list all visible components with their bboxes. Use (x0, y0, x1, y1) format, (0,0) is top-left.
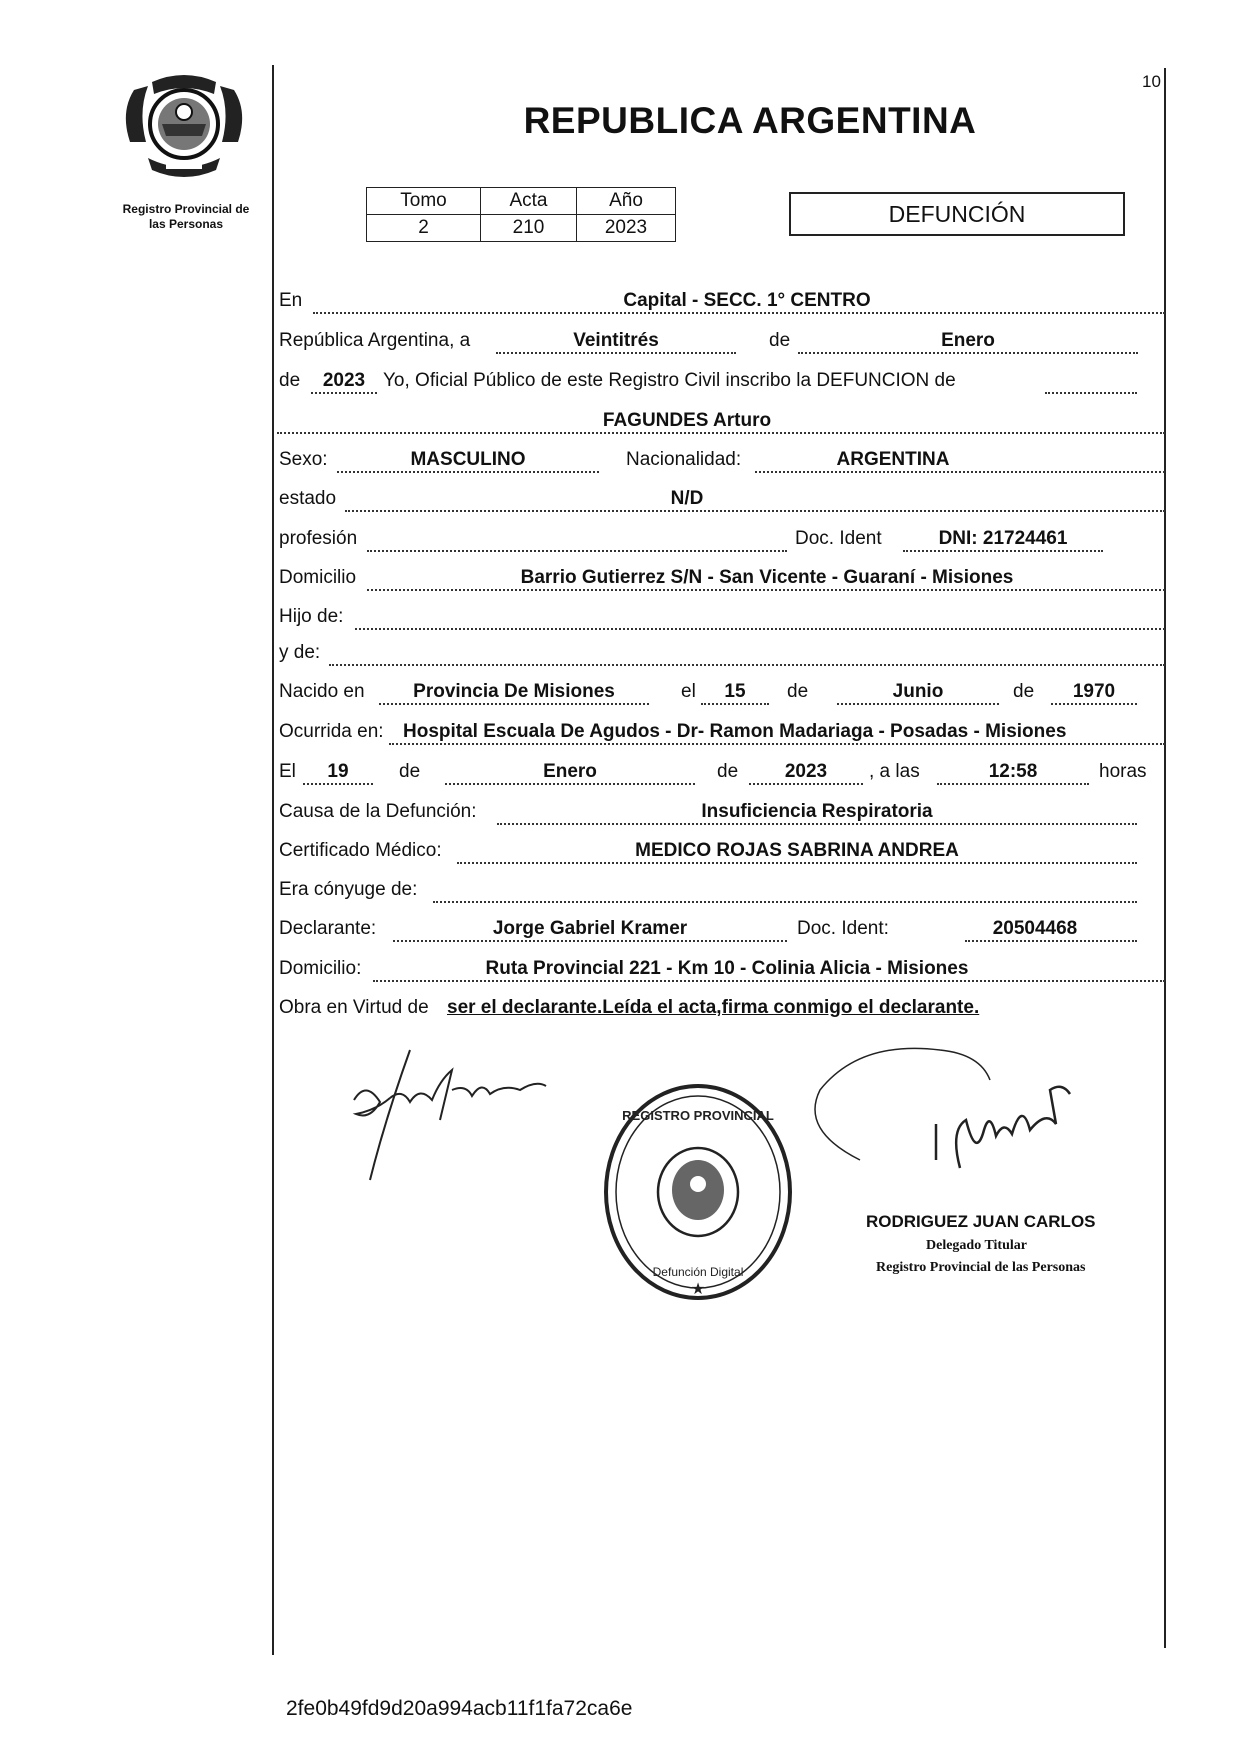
dotted-line (445, 783, 695, 785)
row-nombre (277, 402, 1167, 438)
nacido-value: Provincia De Misiones (413, 681, 615, 702)
dotted-line (393, 940, 787, 942)
officer-title: Delegado Titular (926, 1238, 1027, 1253)
anio-value: 2023 (577, 215, 676, 242)
row-domicilio (277, 559, 1167, 595)
inscribo-text: Yo, Oficial Público de este Registro Civil inscribo la DEFUNCION de (383, 370, 956, 391)
dotted-line (373, 980, 1165, 982)
dotted-line (755, 471, 1165, 473)
acta-value: 210 (481, 215, 577, 242)
sexo-value: MASCULINO (410, 449, 526, 470)
registry-label-line1: Registro Provincial de (122, 202, 250, 216)
horas-label: horas (1099, 761, 1147, 782)
row-decl-domicilio (277, 950, 1167, 986)
month-text: Enero (941, 330, 995, 351)
page-title: REPUBLICA ARGENTINA (523, 100, 977, 141)
row-causa (277, 793, 1167, 829)
de-label: de (717, 761, 739, 782)
acta-reference-table (366, 187, 676, 242)
deceased-name: FAGUNDES Arturo (602, 410, 772, 431)
dotted-line (798, 352, 1138, 354)
dotted-line (329, 664, 1165, 666)
row-conyuge (277, 871, 1167, 907)
registry-label-line2: las Personas (148, 217, 224, 231)
causa-label: Causa de la Defunción: (279, 801, 477, 822)
dotted-line (367, 589, 1165, 591)
dotted-line (1051, 703, 1137, 705)
dotted-line (389, 743, 1165, 745)
acta-header: Acta (481, 188, 577, 215)
obra-text: ser el declarante.Leída el acta,firma conmigo el declarante. (447, 997, 980, 1018)
dotted-line (701, 703, 769, 705)
svg-text:REGISTRO PROVINCIAL: REGISTRO PROVINCIAL (622, 1108, 774, 1123)
nacionalidad-label: Nacionalidad: (626, 449, 742, 470)
row-certificado (277, 832, 1167, 868)
alas-label: , a las (869, 761, 920, 782)
decl-doc-value: 20504468 (992, 918, 1078, 939)
de-label: de (399, 761, 421, 782)
anio-header: Año (577, 188, 676, 215)
officer-registry: Registro Provincial de las Personas (876, 1260, 1086, 1275)
dotted-line (277, 432, 1165, 434)
causa-value: Insuficiencia Respiratoria (701, 801, 933, 822)
registry-seal-stamp (598, 1080, 798, 1310)
nacionalidad-value: ARGENTINA (836, 449, 950, 470)
day-text: Veintitrés (573, 330, 659, 351)
dotted-line (345, 510, 1165, 512)
sexo-label: Sexo: (279, 449, 328, 470)
row-nacimiento (277, 673, 1167, 709)
row-sexo (277, 441, 1167, 477)
left-margin-rule (272, 65, 274, 1655)
year-value: 2023 (322, 370, 366, 391)
death-year: 2023 (784, 761, 828, 782)
birth-year: 1970 (1072, 681, 1116, 702)
dotted-line (965, 940, 1137, 942)
row-fecha-inscripcion (277, 322, 1167, 358)
profesion-label: profesión (279, 528, 358, 549)
certificado-value: MEDICO ROJAS SABRINA ANDREA (635, 840, 959, 861)
page-number: 10 (1142, 72, 1161, 91)
row-hijo-de (277, 598, 1167, 634)
ocurrida-label: Ocurrida en: (279, 721, 384, 742)
document-type-box: DEFUNCIÓN (789, 192, 1125, 236)
conyuge-label: Era cónyuge de: (279, 879, 418, 900)
dotted-line (1045, 392, 1137, 394)
hijo-label: Hijo de: (279, 606, 344, 627)
officer-name: RODRIGUEZ JUAN CARLOS (866, 1212, 1096, 1231)
dotted-line (379, 703, 649, 705)
row-obra (277, 989, 1167, 1025)
tomo-value: 2 (367, 215, 481, 242)
el-upper-label: El (279, 761, 296, 782)
dotted-line (497, 823, 1137, 825)
svg-text:Defunción Digital: Defunción Digital (652, 1265, 744, 1279)
dotted-line (937, 783, 1089, 785)
row-declarante (277, 910, 1167, 946)
doc-ident-label: Doc. Ident (795, 528, 882, 549)
dotted-line (433, 901, 1137, 903)
registry-label (105, 202, 267, 232)
ocurrida-value: Hospital Escuala De Agudos - Dr- Ramon Madariaga - Posadas - Misiones (403, 721, 1067, 742)
estado-label: estado (279, 488, 337, 509)
dotted-line (457, 862, 1137, 864)
de-label: de (1013, 681, 1035, 702)
row-fecha-defuncion (277, 753, 1167, 789)
dotted-line (337, 471, 599, 473)
dotted-line (303, 783, 373, 785)
dotted-line (355, 628, 1165, 630)
estado-value: N/D (670, 488, 704, 509)
domicilio-value: Barrio Gutierrez S/N - San Vicente - Guaraní - Misiones (520, 567, 1014, 588)
dotted-line (903, 550, 1103, 552)
decl-domicilio-label: Domicilio: (279, 958, 362, 979)
row-profesion (277, 520, 1167, 556)
decl-domicilio-value: Ruta Provincial 221 - Km 10 - Colinia Alicia - Misiones (485, 958, 969, 979)
birth-day: 15 (724, 681, 746, 702)
death-day: 19 (327, 761, 349, 782)
doc-ident-value: DNI: 21724461 (938, 528, 1068, 549)
row-inscribo (277, 362, 1167, 398)
dotted-line (749, 783, 863, 785)
row-lugar (277, 282, 1167, 318)
dotted-line (837, 703, 999, 705)
death-month: Enero (543, 761, 597, 782)
declarante-value: Jorge Gabriel Kramer (492, 918, 688, 939)
yde-label: y de: (279, 642, 321, 663)
dotted-line (496, 352, 736, 354)
decl-doc-label: Doc. Ident: (797, 918, 889, 939)
death-time: 12:58 (988, 761, 1038, 782)
declarant-signature (340, 1040, 560, 1195)
en-label: En (279, 290, 303, 311)
el-label: el (681, 681, 696, 702)
de-label: de (787, 681, 809, 702)
rep-label: República Argentina, a (279, 330, 471, 351)
dotted-line (313, 312, 1165, 314)
declarante-label: Declarante: (279, 918, 377, 939)
lugar-value: Capital - SECC. 1° CENTRO (623, 290, 871, 311)
obra-prefix: Obra en Virtud de (279, 997, 429, 1018)
de-label: de (279, 370, 301, 391)
dotted-line (311, 392, 377, 394)
document-hash: 2fe0b49fd9d20a994acb11f1fa72ca6e (286, 1697, 633, 1720)
de-label: de (769, 330, 791, 351)
row-y-de (277, 634, 1167, 670)
svg-text:★: ★ (690, 1281, 706, 1298)
officer-signature (800, 1040, 1100, 1185)
nacido-label: Nacido en (279, 681, 365, 702)
domicilio-label: Domicilio (279, 567, 357, 588)
misiones-coat-of-arms-logo (118, 72, 250, 182)
certificado-label: Certificado Médico: (279, 840, 442, 861)
tomo-header: Tomo (367, 188, 481, 215)
row-estado (277, 480, 1167, 516)
dotted-line (367, 550, 787, 552)
birth-month: Junio (892, 681, 944, 702)
row-ocurrida (277, 713, 1167, 749)
